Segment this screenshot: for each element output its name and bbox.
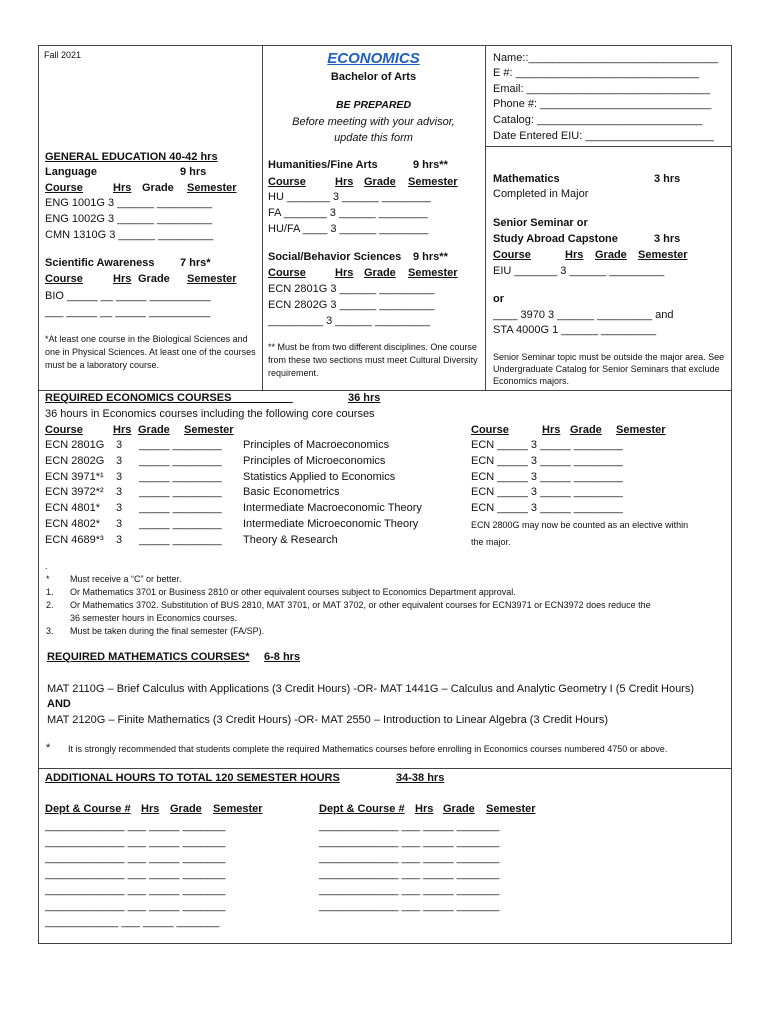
sci-hrs: 7 hrs*	[180, 257, 211, 269]
seminar-footnote: Senior Seminar topic must be outside the major area. See Undergraduate Catalog for Senior Seminars that exclude Economics majors.	[493, 352, 725, 386]
sem-col-semester: Semester	[638, 249, 688, 261]
econ-note: Or Mathematics 3702. Substitution of BUS 2810, MAT 3701, or MAT 3702, or other equivalent courses for ECN3971 or ECN3972 does reduce the	[70, 600, 651, 610]
hu-col-semester: Semester	[408, 176, 458, 188]
add-right-col-dept: Dept & Course #	[319, 803, 405, 815]
gen-ed-row[interactable]: ENG 1001G 3 ______ _________	[45, 197, 212, 209]
math-note: It is strongly recommended that students complete the required Mathematics courses before enrolling in Economics courses numbered 4750 or above.	[68, 744, 668, 754]
math-option-2: MAT 2120G – Finite Mathematics (3 Credit Hours) -OR- MAT 2550 – Introduction to Linear Algebra (3 Credit Hours)	[47, 714, 609, 726]
add-left-row[interactable]: _____________ ___ _____ _______	[45, 836, 226, 848]
econ-course-hrs: 3	[116, 486, 123, 498]
elective-col-semester: Semester	[616, 424, 666, 436]
add-right-row[interactable]: _____________ ___ _____ _______	[319, 852, 500, 864]
econ-course-name: Intermediate Macroeconomic Theory	[243, 502, 422, 514]
sem-col-grade: Grade	[595, 249, 627, 261]
econ-col-course: Course	[45, 424, 83, 436]
econ-course-blank[interactable]: _____ ________	[139, 502, 222, 514]
catalog-field[interactable]: Catalog: ___________________________	[493, 114, 703, 126]
sem-col-hrs: Hrs	[565, 249, 584, 261]
econ-course-code: ECN 3971*¹	[45, 471, 104, 483]
econ-course-code: ECN 3972*²	[45, 486, 104, 498]
econ-course-hrs: 3	[116, 502, 123, 514]
language-hrs: 9 hrs	[180, 166, 207, 178]
econ-course-code: ECN 4689*³	[45, 534, 104, 546]
social-row[interactable]: ECN 2802G 3 ______ _________	[268, 299, 435, 311]
eid-field[interactable]: E #: ______________________________	[493, 67, 700, 79]
social-hrs: 9 hrs**	[413, 251, 448, 263]
soc-col-semester: Semester	[408, 267, 458, 279]
divider-h-required	[38, 390, 732, 391]
econ-course-hrs: 3	[116, 471, 123, 483]
add-left-col-dept: Dept & Course #	[45, 803, 131, 815]
econ-note-mark: 3.	[46, 626, 54, 636]
social-row[interactable]: ECN 2801G 3 ______ _________	[268, 283, 435, 295]
hu-col-course: Course	[268, 176, 306, 188]
divider-v2	[485, 45, 486, 390]
add-right-row[interactable]: _____________ ___ _____ _______	[319, 900, 500, 912]
elective-row[interactable]: ECN _____ 3 _____ ________	[471, 502, 623, 514]
elective-col-grade: Grade	[570, 424, 602, 436]
econ-note: 36 semester hours in Economics courses.	[70, 613, 238, 623]
required-math-hrs: 6-8 hrs	[264, 651, 301, 663]
social-row[interactable]: _________ 3 ______ _________	[268, 315, 431, 327]
seminar-title-1: Senior Seminar or	[493, 217, 588, 229]
add-left-col-hrs: Hrs	[141, 803, 160, 815]
econ-course-hrs: 3	[116, 534, 123, 546]
sci-row[interactable]: ___ _____ __ _____ __________	[45, 306, 211, 318]
sem-col-course: Course	[493, 249, 531, 261]
term-label: Fall 2021	[44, 50, 82, 60]
add-right-col-semester: Semester	[486, 803, 536, 815]
email-field[interactable]: Email: ______________________________	[493, 83, 711, 95]
col-course: Course	[45, 182, 83, 194]
hu-row[interactable]: HU/FA ____ 3 ______ ________	[268, 223, 429, 235]
add-left-row[interactable]: _____________ ___ _____ _______	[45, 868, 226, 880]
sci-col-semester: Semester	[187, 273, 237, 285]
elective-col-course: Course	[471, 424, 509, 436]
gen-ed-title: GENERAL EDUCATION 40-42 hrs	[45, 151, 218, 163]
or-label: or	[493, 293, 504, 305]
econ-course-blank[interactable]: _____ ________	[139, 439, 222, 451]
hu-row[interactable]: FA _______ 3 ______ ________	[268, 207, 428, 219]
econ-course-name: Principles of Microeconomics	[243, 455, 386, 467]
sci-col-grade: Grade	[138, 273, 170, 285]
sci-label: Scientific Awareness	[45, 257, 155, 269]
econ-course-code: ECN 4802*	[45, 518, 101, 530]
col-grade: Grade	[142, 182, 174, 194]
required-econ-title: REQUIRED ECONOMICS COURSES__________	[45, 392, 293, 404]
humanities-hrs: 9 hrs**	[413, 159, 448, 171]
divider-v1	[262, 45, 263, 390]
required-econ-subtitle: 36 hours in Economics courses including the following core courses	[45, 408, 375, 420]
seminar-row[interactable]: EIU _______ 3 ______ _________	[493, 265, 665, 277]
elective-col-hrs: Hrs	[542, 424, 561, 436]
prepared-note-1: Before meeting with your advisor,	[292, 116, 455, 128]
divider-h-info	[485, 146, 732, 147]
hu-col-grade: Grade	[364, 176, 396, 188]
name-field[interactable]: Name::_______________________________	[493, 52, 719, 64]
econ-course-code: ECN 2801G	[45, 439, 105, 451]
econ-note: Must be taken during the final semester (FA/SP).	[70, 626, 265, 636]
econ-course-name: Intermediate Microeconomic Theory	[243, 518, 419, 530]
add-right-row[interactable]: _____________ ___ _____ _______	[319, 820, 500, 832]
required-math-title: REQUIRED MATHEMATICS COURSES*	[47, 651, 250, 663]
add-right-row[interactable]: _____________ ___ _____ _______	[319, 884, 500, 896]
econ-course-blank[interactable]: _____ ________	[139, 471, 222, 483]
math-note: Completed in Major	[493, 188, 589, 200]
seminar-title-2: Study Abroad Capstone	[493, 233, 618, 245]
gen-ed-row[interactable]: ENG 1002G 3 ______ _________	[45, 213, 212, 225]
section-dot: .	[45, 561, 48, 571]
econ-course-hrs: 3	[116, 455, 123, 467]
econ-note: Or Mathematics 3701 or Business 2810 or other equivalent courses subject to Economics Department approval.	[70, 587, 516, 597]
econ-course-blank[interactable]: _____ ________	[139, 455, 222, 467]
divider-h-additional	[38, 768, 732, 769]
math-title: Mathematics	[493, 173, 560, 185]
additional-hrs: 34-38 hrs	[396, 772, 445, 784]
econ-note: Must receive a “C” or better.	[70, 574, 182, 584]
elective-row[interactable]: ECN _____ 3 _____ ________	[471, 486, 623, 498]
econ-col-hrs: Hrs	[113, 424, 132, 436]
econ-course-blank[interactable]: _____ ________	[139, 486, 222, 498]
elective-row[interactable]: ECN _____ 3 _____ ________	[471, 455, 623, 467]
econ-col-semester: Semester	[184, 424, 234, 436]
econ-course-name: Theory & Research	[243, 534, 338, 546]
required-econ-hrs: 36 hrs	[348, 392, 381, 404]
econ-course-blank[interactable]: _____ ________	[139, 534, 222, 546]
gen-ed-row[interactable]: CMN 1310G 3 ______ _________	[45, 229, 214, 241]
econ-note-mark: 1.	[46, 587, 54, 597]
math-option-1: MAT 2110G – Brief Calculus with Applications (3 Credit Hours) -OR- MAT 1441G – Calculus and Analytic Geometry I (5 Credit Hours)	[47, 683, 695, 695]
elective-row[interactable]: ECN _____ 3 _____ ________	[471, 471, 623, 483]
col-hrs: Hrs	[113, 182, 132, 194]
add-left-row[interactable]: _____________ ___ _____ _______	[45, 820, 226, 832]
elective-row[interactable]: ECN _____ 3 _____ ________	[471, 439, 623, 451]
social-title: Social/Behavior Sciences	[268, 251, 402, 263]
soc-col-hrs: Hrs	[335, 267, 354, 279]
add-left-row[interactable]: _____________ ___ _____ _______	[45, 852, 226, 864]
econ-col-grade: Grade	[138, 424, 170, 436]
elective-note-1: ECN 2800G may now be counted as an elective within	[471, 520, 689, 530]
add-right-col-hrs: Hrs	[415, 803, 434, 815]
seminar-row[interactable]: ____ 3970 3 ______ _________ and	[493, 309, 674, 321]
add-left-row[interactable]: _____________ ___ _____ _______	[45, 900, 226, 912]
elective-note-2: the major.	[471, 537, 511, 547]
sci-col-course: Course	[45, 273, 83, 285]
prepared-note-2: update this form	[334, 132, 413, 144]
add-left-col-semester: Semester	[213, 803, 263, 815]
econ-course-blank[interactable]: _____ ________	[139, 518, 222, 530]
math-hrs: 3 hrs	[654, 173, 681, 185]
phone-field[interactable]: Phone #: ____________________________	[493, 98, 712, 110]
seminar-row[interactable]: STA 4000G 1 ______ _________	[493, 324, 657, 336]
math-and: AND	[47, 698, 71, 710]
col-semester: Semester	[187, 182, 237, 194]
math-note-mark: *	[46, 742, 51, 754]
econ-note-mark: *	[46, 574, 50, 584]
gen-ed-footnote: *At least one course in the Biological Sciences and one in Physical Sciences. At least one of the courses must be a laboratory course.	[45, 334, 256, 370]
humanities-footnote: ** Must be from two different disciplines. One course from these two sections must meet Cultural Diversity requirement.	[268, 342, 478, 378]
hu-col-hrs: Hrs	[335, 176, 354, 188]
soc-col-grade: Grade	[364, 267, 396, 279]
program-title: ECONOMICS	[327, 50, 420, 67]
econ-course-name: Principles of Macroeconomics	[243, 439, 390, 451]
seminar-hrs: 3 hrs	[654, 233, 681, 245]
hu-row[interactable]: HU _______ 3 ______ ________	[268, 191, 431, 203]
econ-note-mark: 2.	[46, 600, 54, 610]
additional-title: ADDITIONAL HOURS TO TOTAL 120 SEMESTER HOURS	[45, 772, 340, 784]
degree-label: Bachelor of Arts	[330, 71, 417, 83]
humanities-title: Humanities/Fine Arts	[268, 159, 378, 171]
econ-course-name: Basic Econometrics	[243, 486, 340, 498]
econ-course-hrs: 3	[116, 518, 123, 530]
soc-col-course: Course	[268, 267, 306, 279]
add-right-col-grade: Grade	[443, 803, 475, 815]
add-right-row[interactable]: _____________ ___ _____ _______	[319, 836, 500, 848]
econ-course-hrs: 3	[116, 439, 123, 451]
be-prepared: BE PREPARED	[335, 99, 412, 111]
add-left-row[interactable]: _____________ ___ _____ _______	[45, 884, 226, 896]
add-left-row[interactable]: ____________ ___ _____ _______	[45, 916, 220, 928]
add-left-col-grade: Grade	[170, 803, 202, 815]
sci-row[interactable]: BIO _____ __ _____ __________	[45, 290, 211, 302]
econ-course-code: ECN 4801*	[45, 502, 101, 514]
add-right-row[interactable]: _____________ ___ _____ _______	[319, 868, 500, 880]
language-label: Language	[45, 166, 97, 178]
econ-course-name: Statistics Applied to Economics	[243, 471, 396, 483]
econ-course-code: ECN 2802G	[45, 455, 105, 467]
sci-col-hrs: Hrs	[113, 273, 132, 285]
date-entered-field[interactable]: Date Entered EIU: _____________________	[493, 130, 714, 142]
